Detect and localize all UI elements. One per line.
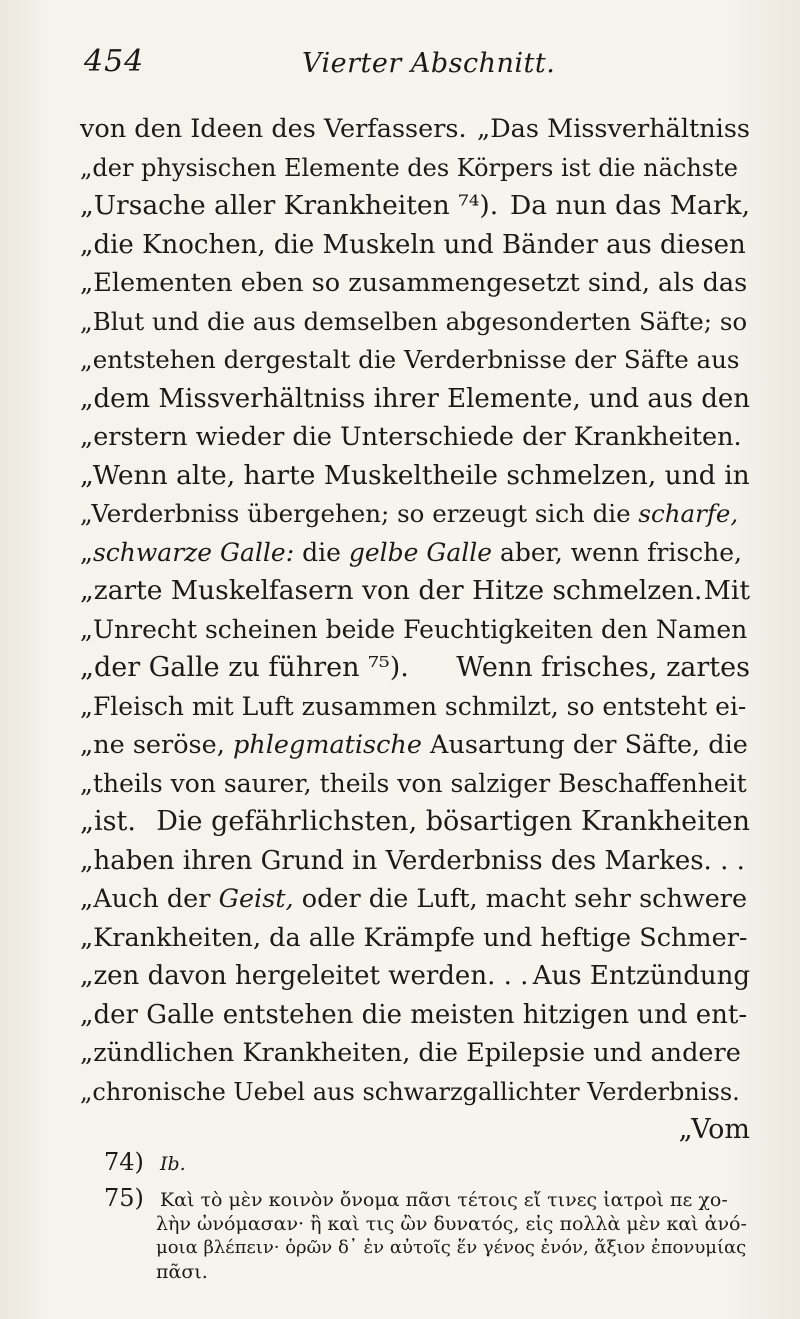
text-line: [80, 457, 750, 496]
footnote-75: [104, 1186, 754, 1212]
text-segment: „zen davon hergeleitet werden. . .: [80, 961, 529, 991]
catchword: „Vom: [678, 1114, 750, 1145]
text-segment: Die gefährlichsten, bösartigen Krankheiten: [156, 806, 750, 837]
text-line: [80, 380, 750, 419]
text-segment: Aus Entzündung: [532, 961, 750, 991]
italic-text: gelbe Galle: [348, 537, 493, 567]
text-line: [80, 226, 750, 265]
text-segment: „die Knochen, die Muskeln und Bänder aus diesen: [80, 229, 746, 260]
text-line: [80, 1073, 750, 1112]
italic-text: phlegmatische: [232, 730, 422, 760]
text-segment: die: [294, 537, 349, 567]
text-line: [80, 688, 750, 727]
footnote-label: 75): [104, 1184, 144, 1212]
footnote-label: 74): [104, 1148, 144, 1176]
body-text: [80, 110, 750, 1150]
text-segment: „ne seröse,: [80, 730, 233, 760]
text-line: [80, 110, 750, 149]
catchword-line: [80, 1111, 750, 1150]
text-line: [80, 341, 750, 380]
text-line: [80, 842, 750, 881]
text-line: [80, 149, 750, 188]
footnote-74: [104, 1150, 754, 1176]
text-segment: „der Galle zu führen ⁷⁵).: [80, 652, 409, 683]
footnote-text: Καὶ τὸ μὲν κοινὸν ὄνομα πᾶσι τέτοις εἴ τινες ἰατροὶ πε χο-: [159, 1189, 728, 1211]
text-segment: Mit: [703, 575, 750, 606]
text-segment: „: [80, 537, 93, 567]
italic-text: Geist,: [218, 884, 294, 914]
text-segment: „Das Missverhältniss: [477, 114, 750, 144]
text-line: [80, 187, 750, 226]
text-line: [80, 303, 750, 342]
footnote-75-continuation: πᾶσι.: [156, 1261, 208, 1283]
text-segment: „Unrecht scheinen beide Feuchtigkeiten den Namen: [80, 614, 748, 644]
text-segment: „Auch der: [80, 884, 219, 914]
text-segment: „zarte Muskelfasern von der Hitze schmelzen.: [80, 575, 703, 606]
footnote-75-continuation: λὴν ὠνόμασαν· ἢ καὶ τις ὢν δυνατός, εἰς πολλὰ μὲν καὶ ἀνό-: [156, 1213, 747, 1235]
text-segment: „Krankheiten, da alle Krämpfe und heftige Schmer-: [80, 922, 748, 953]
text-line: [80, 1034, 750, 1073]
text-line: [80, 611, 750, 650]
text-segment: „theils von saurer, theils von salziger Beschaffenheit: [80, 768, 747, 798]
text-segment: Da nun das Mark,: [510, 190, 750, 221]
text-line: [80, 264, 750, 303]
page-number: 454: [84, 44, 145, 79]
page-header: [84, 44, 744, 84]
text-segment: „zündlichen Krankheiten, die Epilepsie und andere: [80, 1038, 741, 1068]
text-line: [80, 765, 750, 804]
text-segment: „Verderbniss übergehen; so erzeugt sich die: [80, 499, 639, 528]
running-head: Vierter Abschnitt.: [302, 48, 556, 79]
italic-text: schwarze Galle:: [92, 537, 295, 567]
text-line: [80, 649, 750, 688]
text-line: [80, 726, 750, 765]
text-segment: oder die Luft, macht sehr schwere: [293, 884, 748, 914]
footnote-text: Ib.: [159, 1153, 186, 1175]
text-segment: „Blut und die aus demselben abgesonderten Säfte; so: [80, 306, 748, 336]
text-line: [80, 880, 750, 919]
text-segment: „entstehen dergestalt die Verderbnisse der Säfte aus: [80, 345, 740, 374]
italic-text: scharfe,: [638, 499, 739, 528]
text-segment: „dem Missverhältniss ihrer Elemente, und aus den: [80, 383, 750, 414]
text-segment: „der physischen Elemente des Körpers ist die nächste: [80, 153, 738, 182]
text-line: [80, 534, 750, 573]
text-segment: „erstern wieder die Unterschiede der Krankheiten.: [80, 422, 742, 452]
text-segment: „chronische Uebel aus schwarzgallichter Verderbniss.: [80, 1077, 740, 1106]
text-line: [80, 996, 750, 1035]
text-line: [80, 418, 750, 457]
text-segment: „Elementen eben so zusammengesetzt sind, als das: [80, 268, 748, 298]
footnote-75-continuation: μοια βλέπειν· ὁρῶν δ᾽ ἐν αὐτοῖς ἕν γένος ἐνόν, ἄξιον ἐπονυμίας: [156, 1237, 747, 1258]
text-line: [80, 919, 750, 958]
text-segment: „Ursache aller Krankheiten ⁷⁴).: [80, 190, 499, 221]
text-segment: Ausartung der Säfte, die: [421, 730, 748, 760]
text-line: [80, 495, 750, 534]
text-segment: „Fleisch mit Luft zusammen schmilzt, so entsteht ei-: [80, 691, 747, 721]
text-segment: „ist.: [80, 806, 136, 837]
text-line: [80, 957, 750, 996]
text-segment: „der Galle entstehen die meisten hitzigen und ent-: [80, 999, 748, 1030]
text-segment: „haben ihren Grund in Verderbniss des Markes. . .: [80, 845, 745, 876]
footnotes: [104, 1150, 754, 1284]
text-segment: aber, wenn frische,: [492, 537, 742, 567]
text-segment: „Wenn alte, harte Muskeltheile schmelzen, und in: [80, 459, 750, 491]
text-segment: von den Ideen des Verfassers.: [80, 114, 467, 144]
text-segment: Wenn frisches, zartes: [456, 652, 750, 683]
text-line: [80, 572, 750, 611]
text-line: [80, 803, 750, 842]
